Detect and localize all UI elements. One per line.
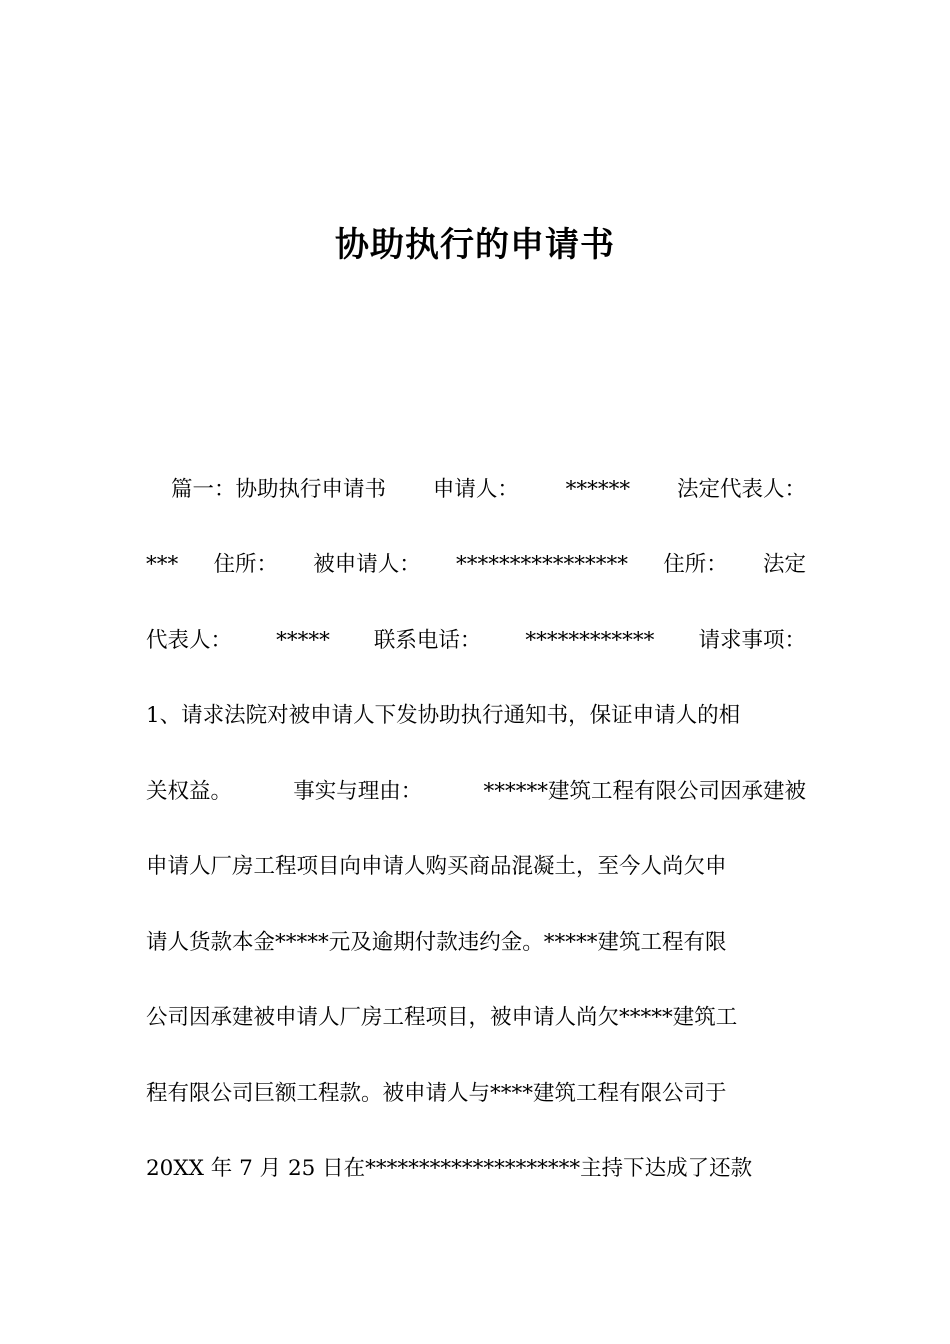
text-segment: 联系电话： xyxy=(373,627,482,653)
document-body xyxy=(146,452,806,1207)
text-segment: 请求事项： xyxy=(698,627,806,653)
body-line-9 xyxy=(146,1056,806,1132)
text-segment: 关权益。 xyxy=(146,778,233,804)
body-line-6 xyxy=(146,830,806,906)
text-segment: ******建筑工程有限公司因承建被 xyxy=(483,778,806,804)
text-segment: ************ xyxy=(525,627,655,653)
text-segment: *** xyxy=(146,552,179,578)
body-line-2 xyxy=(146,528,806,604)
text-segment: 法定 xyxy=(762,552,806,578)
text-segment: 被申请人： xyxy=(313,552,421,578)
body-line-8 xyxy=(146,981,806,1057)
text-segment: 住所： xyxy=(213,552,278,578)
document-title: 协助执行的申请书 xyxy=(335,225,615,265)
text-segment: 法定代表人： xyxy=(676,476,806,502)
text-segment: 事实与理由： xyxy=(293,778,423,804)
body-line-4 xyxy=(146,679,806,755)
text-segment: 请人货款本金*****元及逾期付款违约金。*****建筑工程有限 xyxy=(146,929,727,955)
text-segment: 程有限公司巨额工程款。被申请人与****建筑工程有限公司于 xyxy=(146,1080,727,1106)
body-line-3 xyxy=(146,603,806,679)
text-segment: 篇一：协助执行申请书 xyxy=(171,476,387,502)
text-segment: 公司因承建被申请人厂房工程项目，被申请人尚欠*****建筑工 xyxy=(146,1005,738,1031)
text-segment: ****** xyxy=(565,476,631,502)
body-line-5 xyxy=(146,754,806,830)
text-segment: **************** xyxy=(455,552,628,578)
text-segment: 申请人厂房工程项目向申请人购买商品混凝土，至今人尚欠申 xyxy=(146,854,727,880)
text-segment: 代表人： xyxy=(146,627,233,653)
text-segment: 1、请求法院对被申请人下发协助执行通知书，保证申请人的相 xyxy=(146,703,741,729)
body-line-7 xyxy=(146,905,806,981)
body-line-1 xyxy=(146,452,806,528)
text-segment: 20XX 年 7 月 25 日在********************主持下达成了还款 xyxy=(146,1156,753,1182)
text-segment: 住所： xyxy=(663,552,728,578)
text-segment: ***** xyxy=(276,627,330,653)
body-line-10 xyxy=(146,1132,806,1208)
text-segment: 申请人： xyxy=(432,476,519,502)
